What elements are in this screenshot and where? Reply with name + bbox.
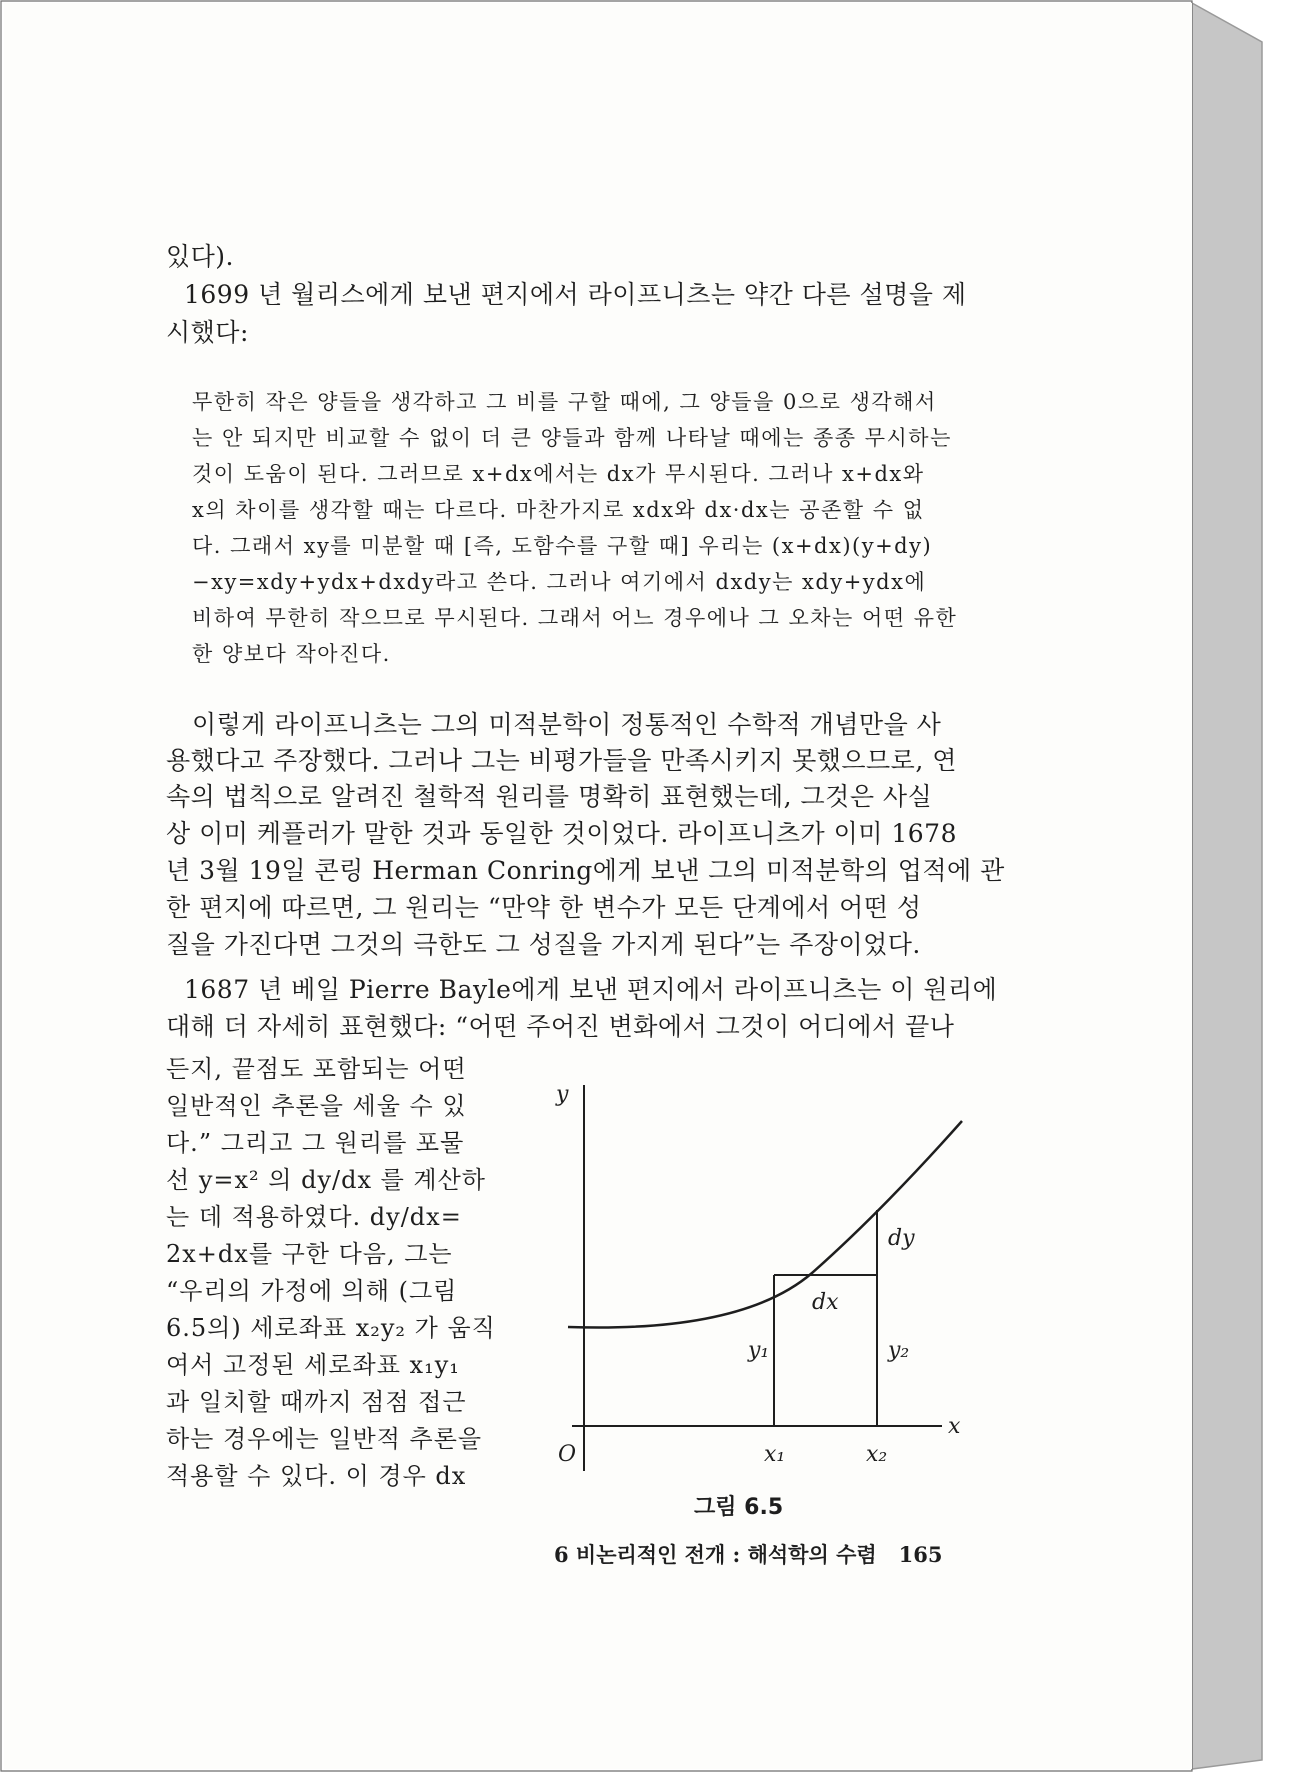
text-line: 일반적인 추론을 세울 수 있: [166, 1092, 467, 1120]
text-line: 년 3월 19일 콘링 Herman Conring에게 보낸 그의 미적분학의 업적에 관: [166, 856, 1005, 885]
text-line: 용했다고 주장했다. 그러나 그는 비평가들을 만족시키지 못했으므로, 연: [166, 746, 957, 775]
parabola-curve: [568, 1121, 962, 1328]
text-line: 2x+dx를 구한 다음, 그는: [166, 1240, 453, 1268]
dx-label: dx: [812, 1290, 839, 1315]
x1-label: x₁: [764, 1442, 786, 1467]
quote-line: 한 양보다 작아진다.: [192, 642, 391, 666]
y1-label: y₁: [748, 1338, 770, 1363]
text-line: 이렇게 라이프니츠는 그의 미적분학이 정통적인 수학적 개념만을 사: [192, 710, 942, 739]
quote-line: 다. 그래서 xy를 미분할 때 [즉, 도함수를 구할 때] 우리는 (x+dx)(y+dy): [192, 534, 933, 558]
page-footer: [554, 1539, 942, 1569]
quote-line: x의 차이를 생각할 때는 다르다. 마찬가지로 xdx와 dx·dx는 공존할 수 없: [192, 498, 925, 522]
text-line: 6.5의) 세로좌표 x₂y₂ 가 움직: [166, 1314, 496, 1342]
text-line: 한 편지에 따르면, 그 원리는 “만약 한 변수가 모든 단계에서 어떤 성: [166, 893, 922, 922]
quote-line: 것이 도움이 된다. 그러므로 x+dx에서는 dx가 무시된다. 그러나 x+dx와: [192, 462, 925, 486]
text-line: “우리의 가정에 의해 (그림: [166, 1277, 458, 1305]
book-page: [4, 3, 1192, 1769]
text-line: 든지, 끝점도 포함되는 어떤: [166, 1055, 467, 1083]
quote-line: 는 안 되지만 비교할 수 없이 더 큰 양들과 함께 나타날 때에는 종종 무시하는: [192, 426, 952, 450]
page-number: 165: [898, 1542, 943, 1567]
dy-label: dy: [888, 1226, 915, 1251]
text-line: 적용할 수 있다. 이 경우 dx: [166, 1462, 467, 1490]
text-line: 1699 년 월리스에게 보낸 편지에서 라이프니츠는 약간 다른 설명을 제: [184, 280, 967, 309]
text-line: 있다).: [166, 242, 235, 271]
text-line: 하는 경우에는 일반적 추론을: [166, 1425, 483, 1453]
text-line: 여서 고정된 세로좌표 x₁y₁: [166, 1351, 460, 1379]
x2-label: x₂: [866, 1442, 888, 1467]
text-line: 대해 더 자세히 표현했다: “어떤 주어진 변화에서 그것이 어디에서 끝나: [166, 1012, 955, 1041]
text-line: 다.” 그리고 그 원리를 포물: [166, 1129, 465, 1157]
text-line: 속의 법칙으로 알려진 철학적 원리를 명확히 표현했는데, 그것은 사실: [166, 782, 933, 811]
text-line: 는 데 적용하였다. dy/dx=: [166, 1203, 462, 1231]
quote-line: 비하여 무한히 작으므로 무시된다. 그래서 어느 경우에나 그 오차는 어떤 유한: [192, 606, 958, 630]
running-head: 6 비논리적인 전개 : 해석학의 수렴: [554, 1542, 877, 1567]
text-line: 1687 년 베일 Pierre Bayle에게 보낸 편지에서 라이프니츠는 이 원리에: [184, 975, 998, 1004]
y2-label: y₂: [888, 1338, 910, 1363]
text-line: 과 일치할 때까지 점점 접근: [166, 1388, 467, 1416]
text-line: 시했다:: [166, 318, 249, 347]
x-axis-label: x: [948, 1414, 961, 1439]
text-line: 상 이미 케플러가 말한 것과 동일한 것이었다. 라이프니츠가 이미 1678: [166, 819, 957, 848]
figure-6-5: [552, 1071, 992, 1487]
quote-line: −xy=xdy+ydx+dxdy라고 쓴다. 그러나 여기에서 dxdy는 xdy+ydx에: [192, 570, 927, 594]
text-line: 선 y=x² 의 dy/dx 를 계산하: [166, 1166, 486, 1194]
y-axis-label: y: [556, 1082, 569, 1107]
figure-caption: 그림 6.5: [694, 1495, 784, 1520]
text-line: 질을 가진다면 그것의 극한도 그 성질을 가지게 된다”는 주장이었다.: [166, 930, 921, 959]
quote-line: 무한히 작은 양들을 생각하고 그 비를 구할 때에, 그 양들을 0으로 생각해서: [192, 390, 937, 414]
origin-label: O: [558, 1442, 577, 1467]
